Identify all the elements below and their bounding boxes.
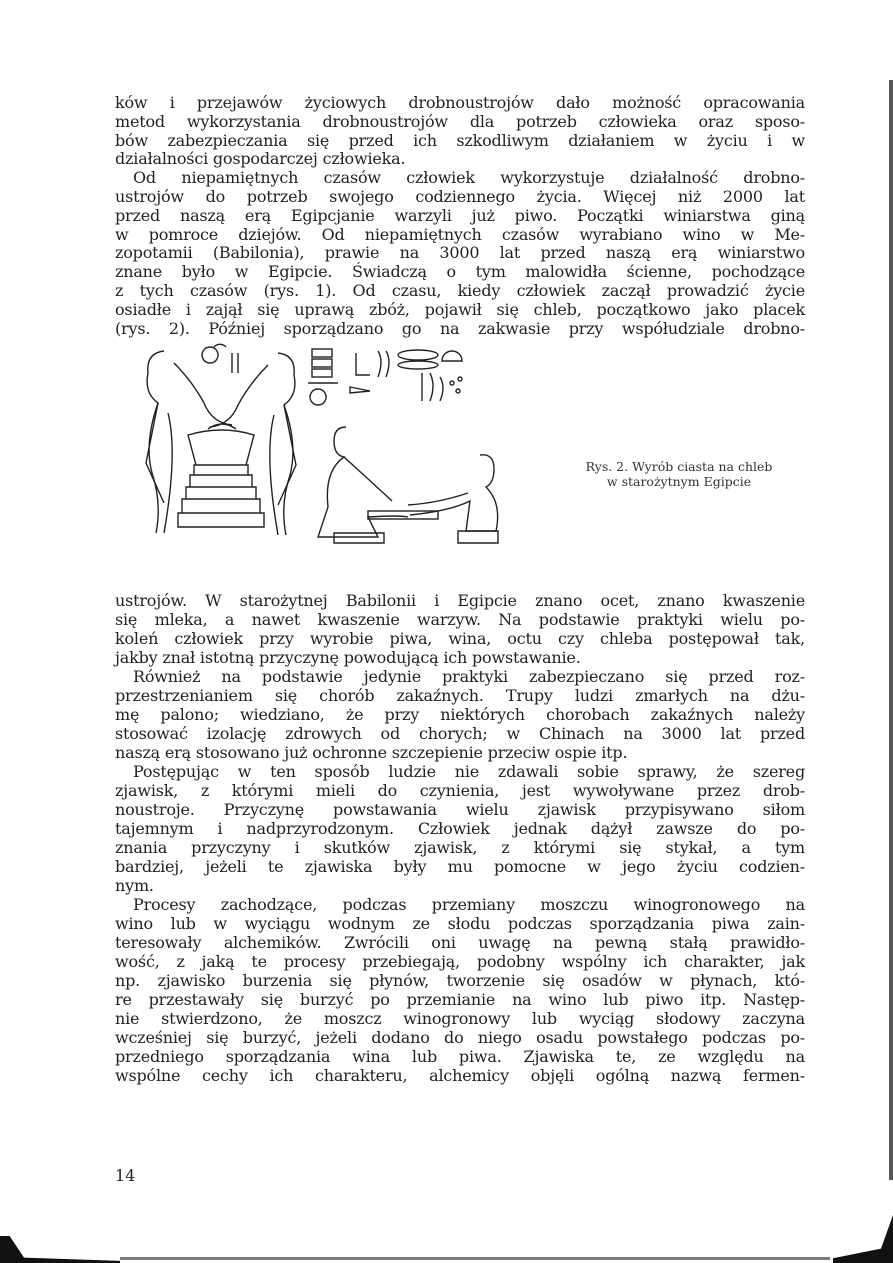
text-line: mę palono; wiedziano, że przy niektórych chorobach zakaźnych należy xyxy=(115,705,805,724)
paragraph xyxy=(115,169,805,338)
caption-line-2: w starożytnym Egipcie xyxy=(606,474,752,489)
text-line: tajemnym i nadprzyrodzonym. Człowiek jednak dążył zawsze do po- xyxy=(115,819,805,838)
text-line: koleń człowiek przy wyrobie piwa, wina, octu czy chleba postępował tak, xyxy=(115,629,805,648)
paragraph xyxy=(115,94,805,169)
text-line: ustrojów do potrzeb swojego codziennego życia. Więcej niż 2000 lat xyxy=(115,186,805,206)
text-line: (rys. 2). Później sporządzano go na zakwasie przy współudziale drobno- xyxy=(115,318,805,338)
paragraph xyxy=(115,591,805,667)
text-block-bottom xyxy=(115,591,805,1085)
text-line: Procesy zachodzące, podczas przemiany moszczu winogronowego na xyxy=(133,895,805,914)
text-line: znania przyczyny i skutków zjawisk, z którymi się stykał, a tym xyxy=(115,838,805,857)
text-line: stosować izolację zdrowych od chorych; w Chinach na 3000 lat przed xyxy=(115,724,805,743)
scan-edge-bottom-left xyxy=(0,1236,120,1263)
scan-edge-right xyxy=(889,80,893,1180)
text-line: ków i przejawów życiowych drobnoustrojów dało możność opracowania xyxy=(115,93,805,112)
text-line: bardziej, jeżeli te zjawiska były mu pomocne w jego życiu codzien- xyxy=(115,857,805,876)
text-line: działalności gospodarczej człowieka. xyxy=(115,149,406,169)
text-line: znane było w Egipcie. Świadczą o tym malowidła ścienne, pochodzące xyxy=(115,262,805,282)
text-line: teresowały alchemików. Zwrócili oni uwagę na pewną stałą prawidło- xyxy=(115,933,805,952)
figure-egyptian-bread-making xyxy=(128,343,528,553)
text-line: zjawisk, z którymi mieli do czynienia, jest wywoływane przez drob- xyxy=(115,781,805,800)
text-line: w pomroce dziejów. Od niepamiętnych czasów wyrabiano wino w Me- xyxy=(115,224,805,244)
caption-line-1: Rys. 2. Wyrób ciasta na chleb xyxy=(585,459,773,474)
scan-edge-bottom-right xyxy=(833,1215,893,1263)
text-line: przed naszą erą Egipcjanie warzyli już piwo. Początki winiarstwa giną xyxy=(115,205,805,225)
page-number: 14 xyxy=(115,1166,136,1185)
paragraph xyxy=(115,762,805,895)
text-line: wspólne cechy ich charakteru, alchemicy objęli ogólną nazwą fermen- xyxy=(115,1066,805,1085)
text-line: ustrojów. W starożytnej Babilonii i Egipcie znano ocet, znano kwaszenie xyxy=(115,591,805,610)
text-line: wcześniej się burzyć, jeżeli dodano do niego osadu powstałego podczas po- xyxy=(115,1028,805,1047)
text-line: Postępując w ten sposób ludzie nie zdawali sobie sprawy, że szereg xyxy=(133,762,805,781)
text-line: noustroje. Przyczynę powstawania wielu zjawisk przypisywano siłom xyxy=(115,800,805,819)
figure-caption xyxy=(548,459,810,489)
text-line: przestrzenianiem się chorób zakaźnych. Trupy ludzi zmarłych na dżu- xyxy=(115,686,805,705)
text-line: zopotamii (Babilonia), prawie na 3000 lat przed naszą erą winiarstwo xyxy=(115,243,805,263)
text-line: jakby znał istotną przyczynę powodującą ich powstawanie. xyxy=(115,648,581,667)
text-line: np. zjawisko burzenia się płynów, tworzenie się osadów w płynach, któ- xyxy=(115,971,805,990)
text-line: nie stwierdzono, że moszcz winogronowy lub wyciąg słodowy zaczyna xyxy=(115,1009,805,1028)
text-line: z tych czasów (rys. 1). Od czasu, kiedy człowiek zaczął prowadzić życie xyxy=(115,280,805,300)
text-line: wino lub w wyciągu wodnym ze słodu podczas sporządzania piwa zain- xyxy=(115,914,805,933)
text-line: Również na podstawie jedynie praktyki zabezpieczano się przed roz- xyxy=(133,667,805,686)
text-line: naszą erą stosowano już ochronne szczepienie przeciw ospie itp. xyxy=(115,743,628,762)
text-line: wość, z jaką te procesy przebiegają, podobny wspólny ich charakter, jak xyxy=(115,952,805,971)
text-line: osiadłe i zajął się uprawą zbóż, pojawił się chleb, początkowo jako placek xyxy=(115,299,805,319)
text-line: bów zabezpieczania się przed ich szkodliwym działaniem w życiu i w xyxy=(115,130,805,150)
text-block-top xyxy=(115,94,805,338)
text-line: przedniego sporządzania wina lub piwa. Zjawiska te, ze względu na xyxy=(115,1047,805,1066)
text-line: metod wykorzystania drobnoustrojów dla potrzeb człowieka oraz sposo- xyxy=(115,111,805,131)
text-line: nym. xyxy=(115,876,154,895)
scan-edge-bottom-line xyxy=(120,1257,830,1260)
egyptian-wall-painting-illustration xyxy=(128,343,528,553)
paragraph xyxy=(115,667,805,762)
paragraph xyxy=(115,895,805,1085)
text-line: re przestawały się burzyć po przemianie na wino lub piwo itp. Następ- xyxy=(115,990,805,1009)
text-line: się mleka, a nawet kwaszenie warzyw. Na podstawie praktyki wielu po- xyxy=(115,610,805,629)
text-line: Od niepamiętnych czasów człowiek wykorzystuje działalność drobno- xyxy=(133,168,805,188)
